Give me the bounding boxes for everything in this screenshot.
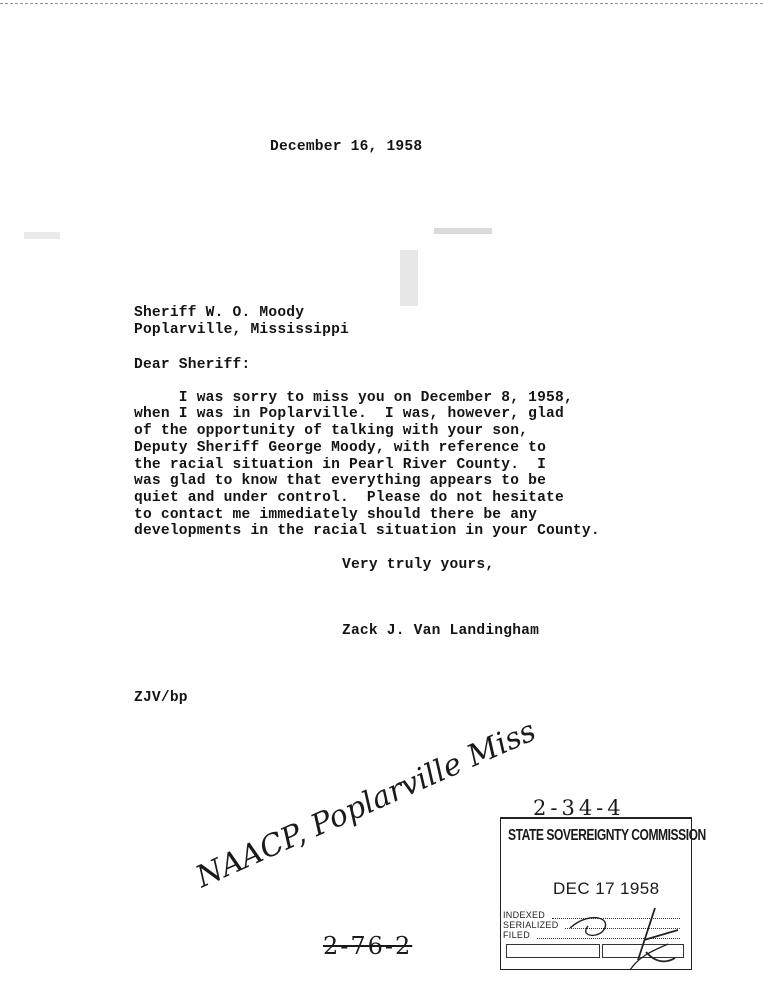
body-line: I was sorry to miss you on December 8, 1958, bbox=[134, 390, 573, 406]
typist-initials: ZJV/bp bbox=[134, 690, 188, 706]
closing: Very truly yours, bbox=[342, 557, 495, 573]
letter-date: December 16, 1958 bbox=[270, 139, 423, 155]
body-line: developments in the racial situation in your County. bbox=[134, 523, 600, 539]
salutation: Dear Sheriff: bbox=[134, 357, 251, 373]
recipient-address: Poplarville, Mississippi bbox=[134, 322, 349, 338]
handwritten-initials-scribble bbox=[560, 900, 690, 975]
body-line: when I was in Poplarville. I was, however, glad bbox=[134, 406, 564, 422]
body-line: the racial situation in Pearl River County. I bbox=[134, 457, 547, 473]
scan-speck bbox=[400, 250, 418, 306]
handwritten-struck-number: 2-76-2 bbox=[323, 932, 413, 960]
body-line: to contact me immediately should there be any bbox=[134, 507, 538, 523]
body-line: was glad to know that everything appears to be bbox=[134, 473, 547, 489]
recipient-name: Sheriff W. O. Moody bbox=[134, 305, 305, 321]
scan-speck bbox=[434, 228, 492, 234]
stamp-date: DEC 17 1958 bbox=[553, 879, 660, 898]
signatory-name: Zack J. Van Landingham bbox=[342, 623, 540, 639]
stamp-title: STATE SOVEREIGNTY COMMISSION bbox=[508, 827, 706, 844]
stamp-filed-label: FILED bbox=[503, 930, 531, 940]
stamp-serialized-label: SERIALIZED bbox=[503, 920, 559, 930]
body-line: of the opportunity of talking with your son, bbox=[134, 423, 529, 439]
body-line: quiet and under control. Please do not hesitate bbox=[134, 490, 564, 506]
handwritten-note: NAACP, Poplarville Miss bbox=[190, 713, 542, 895]
stamp-indexed-label: INDEXED bbox=[503, 910, 546, 920]
top-border-line bbox=[0, 3, 763, 4]
scan-speck bbox=[24, 232, 60, 239]
handwritten-file-number: 2-34-4 bbox=[533, 796, 625, 820]
body-line: Deputy Sheriff George Moody, with reference to bbox=[134, 440, 547, 456]
